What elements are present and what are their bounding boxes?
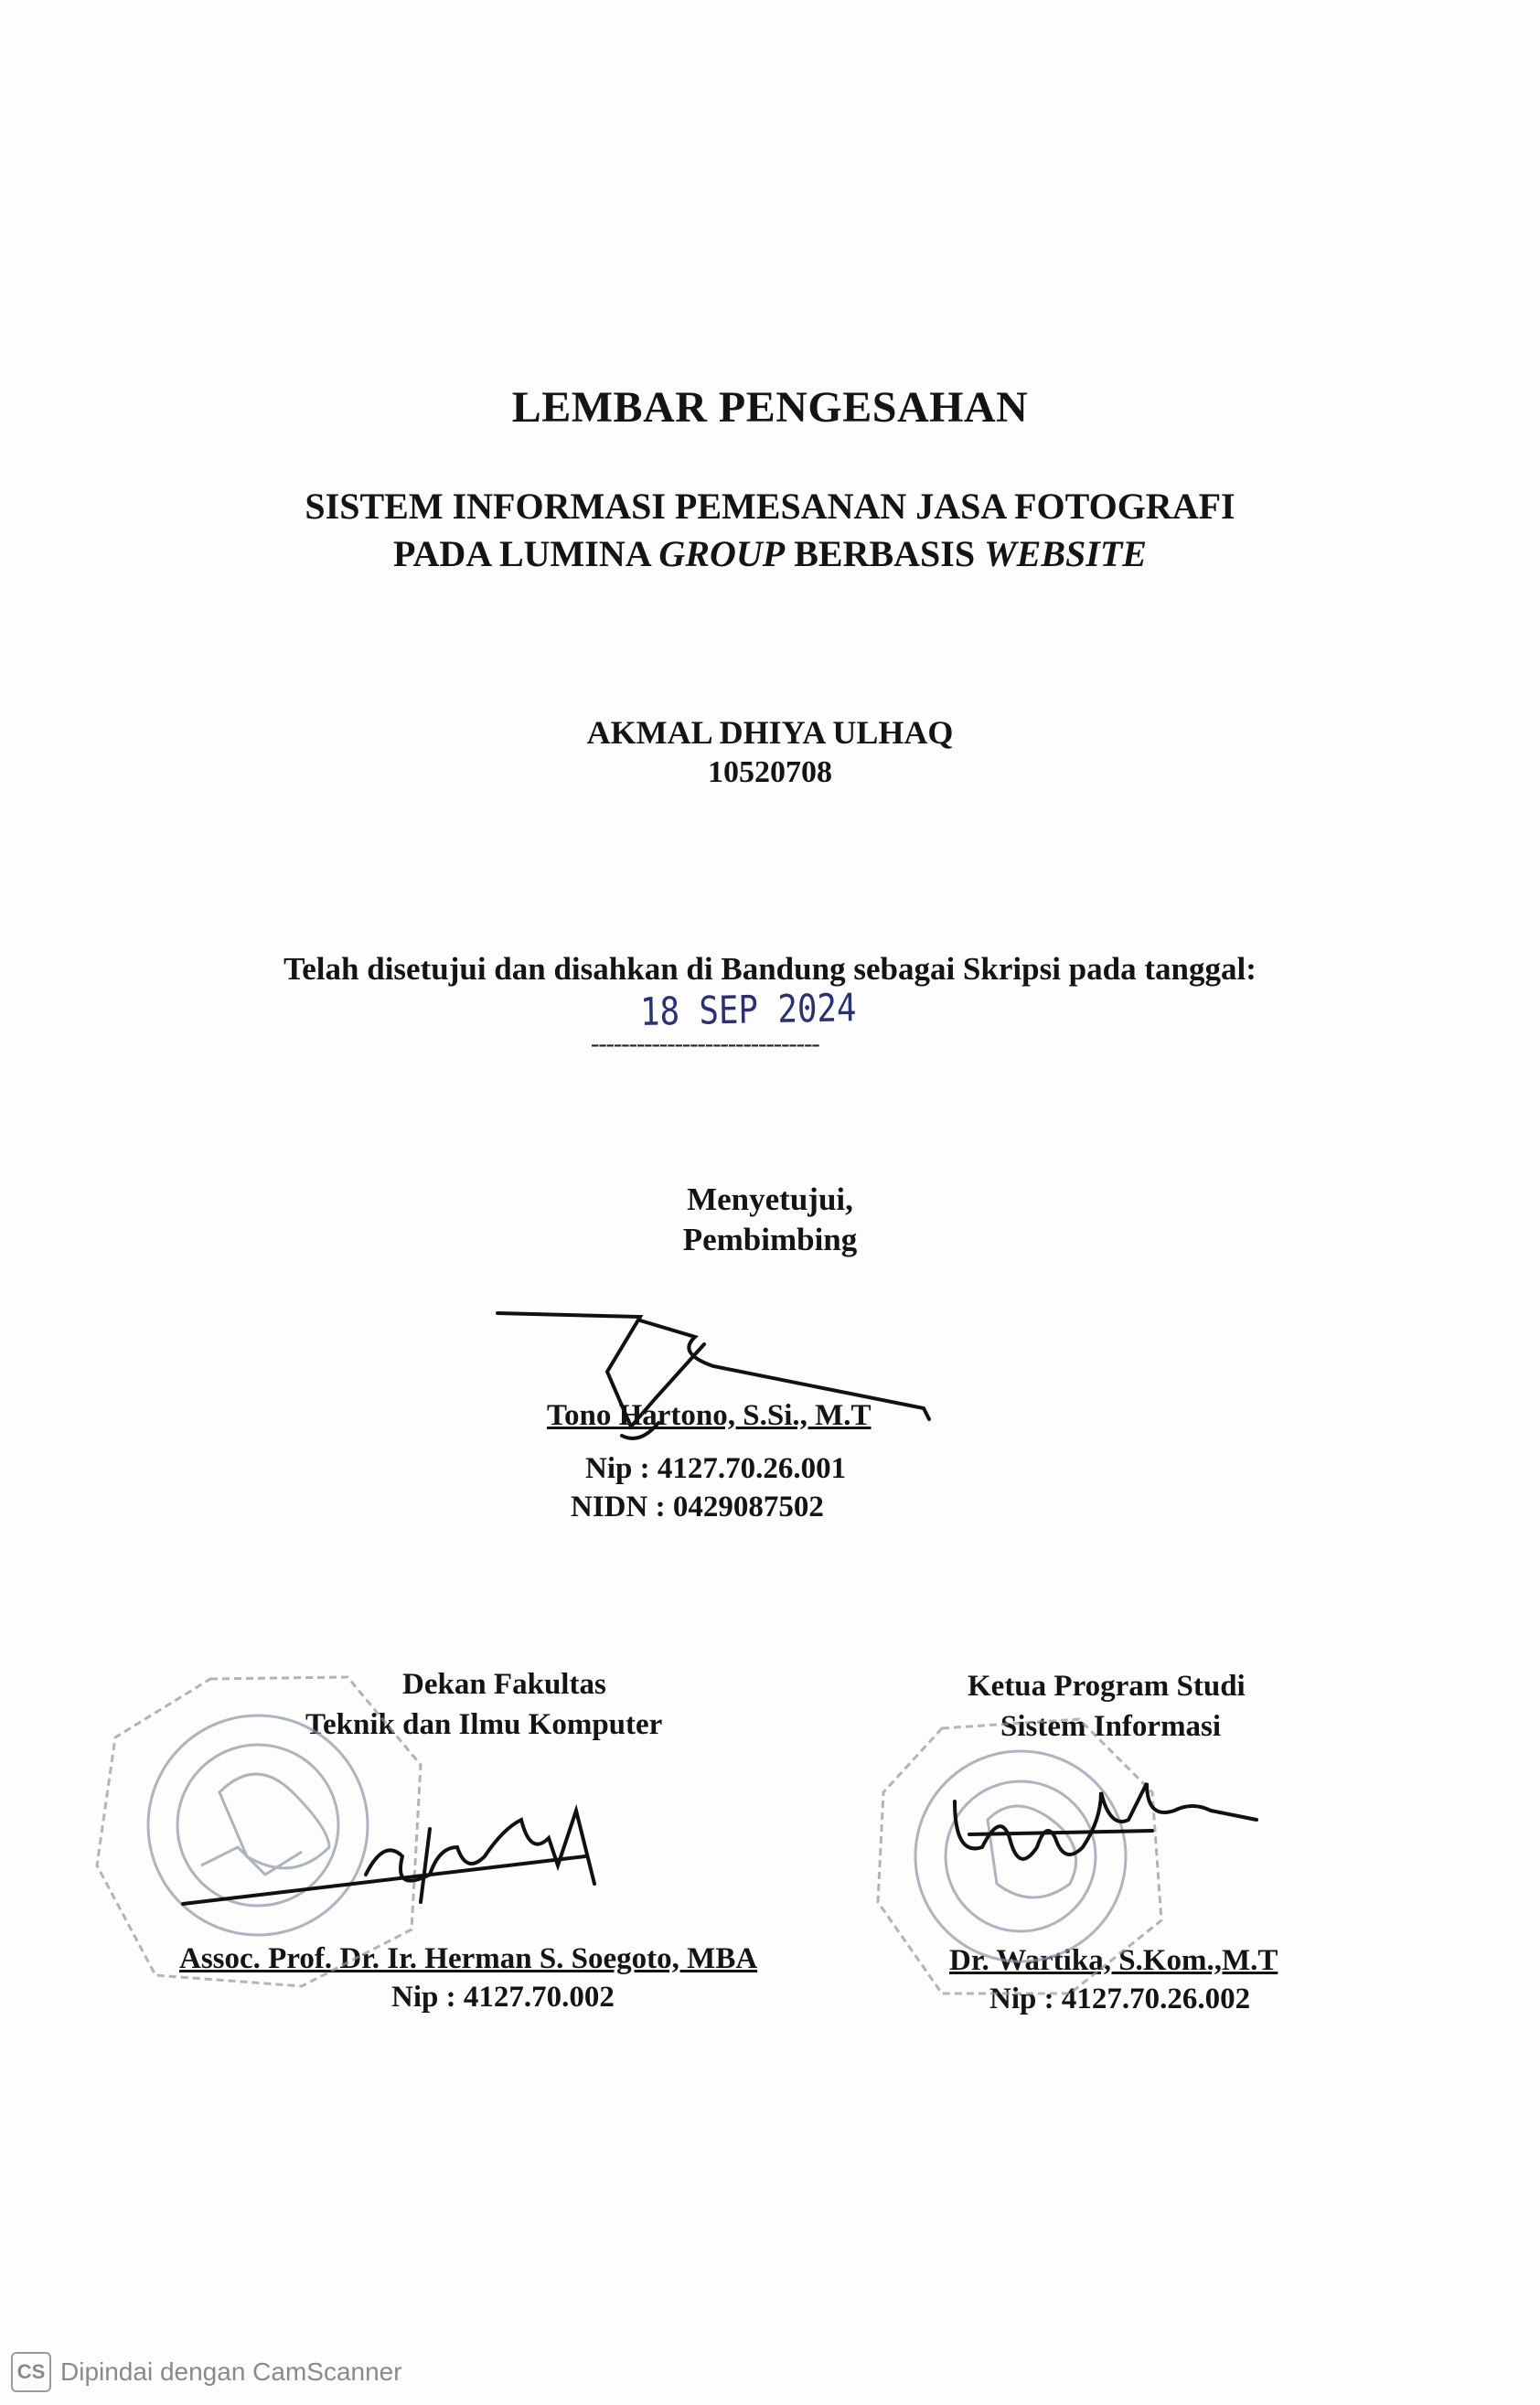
scanner-watermark-text: Dipindai dengan CamScanner [60, 2357, 402, 2386]
thesis-title-line2 [0, 532, 1540, 575]
thesis-title-italic-website: WEBSITE [984, 533, 1147, 574]
thesis-title-italic-group: GROUP [658, 533, 786, 574]
advisor-nidn: NIDN : 0429087502 [571, 1491, 824, 1523]
program-head-signature [955, 1783, 1257, 1859]
approval-statement: Telah disetujui dan disahkan di Bandung sebagai Skripsi pada tanggal: [283, 951, 1257, 987]
advisor-nip: Nip : 4127.70.26.001 [585, 1452, 847, 1485]
dean-signature [183, 1811, 594, 1904]
advisor-name: Tono Hartono, S.Si., M.T [547, 1399, 872, 1432]
dean-nip: Nip : 4127.70.002 [391, 1981, 615, 2014]
date-stamp: 18 SEP 2024 [639, 985, 857, 1034]
camscanner-logo-icon: CS [11, 2352, 51, 2392]
program-head-name: Dr. Wartika, S.Kom.,M.T [949, 1944, 1278, 1977]
student-nim: 10520708 [708, 755, 832, 789]
program-head-title: Ketua Program Studi [968, 1670, 1246, 1703]
program-head-program: Sistem Informasi [1000, 1710, 1222, 1743]
scanner-watermark [11, 2352, 402, 2392]
advisor-heading: Pembimbing [682, 1222, 858, 1257]
dean-title: Dekan Fakultas [402, 1668, 606, 1701]
dean-faculty: Teknik dan Ilmu Komputer [305, 1708, 663, 1741]
date-underline: ------------------------------ [591, 1030, 819, 1058]
thesis-title-pre: PADA LUMINA [393, 533, 659, 574]
document-title: LEMBAR PENGESAHAN [511, 383, 1029, 432]
dean-name: Assoc. Prof. Dr. Ir. Herman S. Soegoto, MBA [179, 1942, 758, 1975]
approval-heading: Menyetujui, [687, 1181, 853, 1217]
program-head-nip: Nip : 4127.70.26.002 [989, 1983, 1251, 2015]
student-name: AKMAL DHIYA ULHAQ [586, 714, 954, 751]
thesis-title-line1: SISTEM INFORMASI PEMESANAN JASA FOTOGRAFI [305, 486, 1235, 527]
thesis-title-mid: BERBASIS [785, 533, 985, 574]
